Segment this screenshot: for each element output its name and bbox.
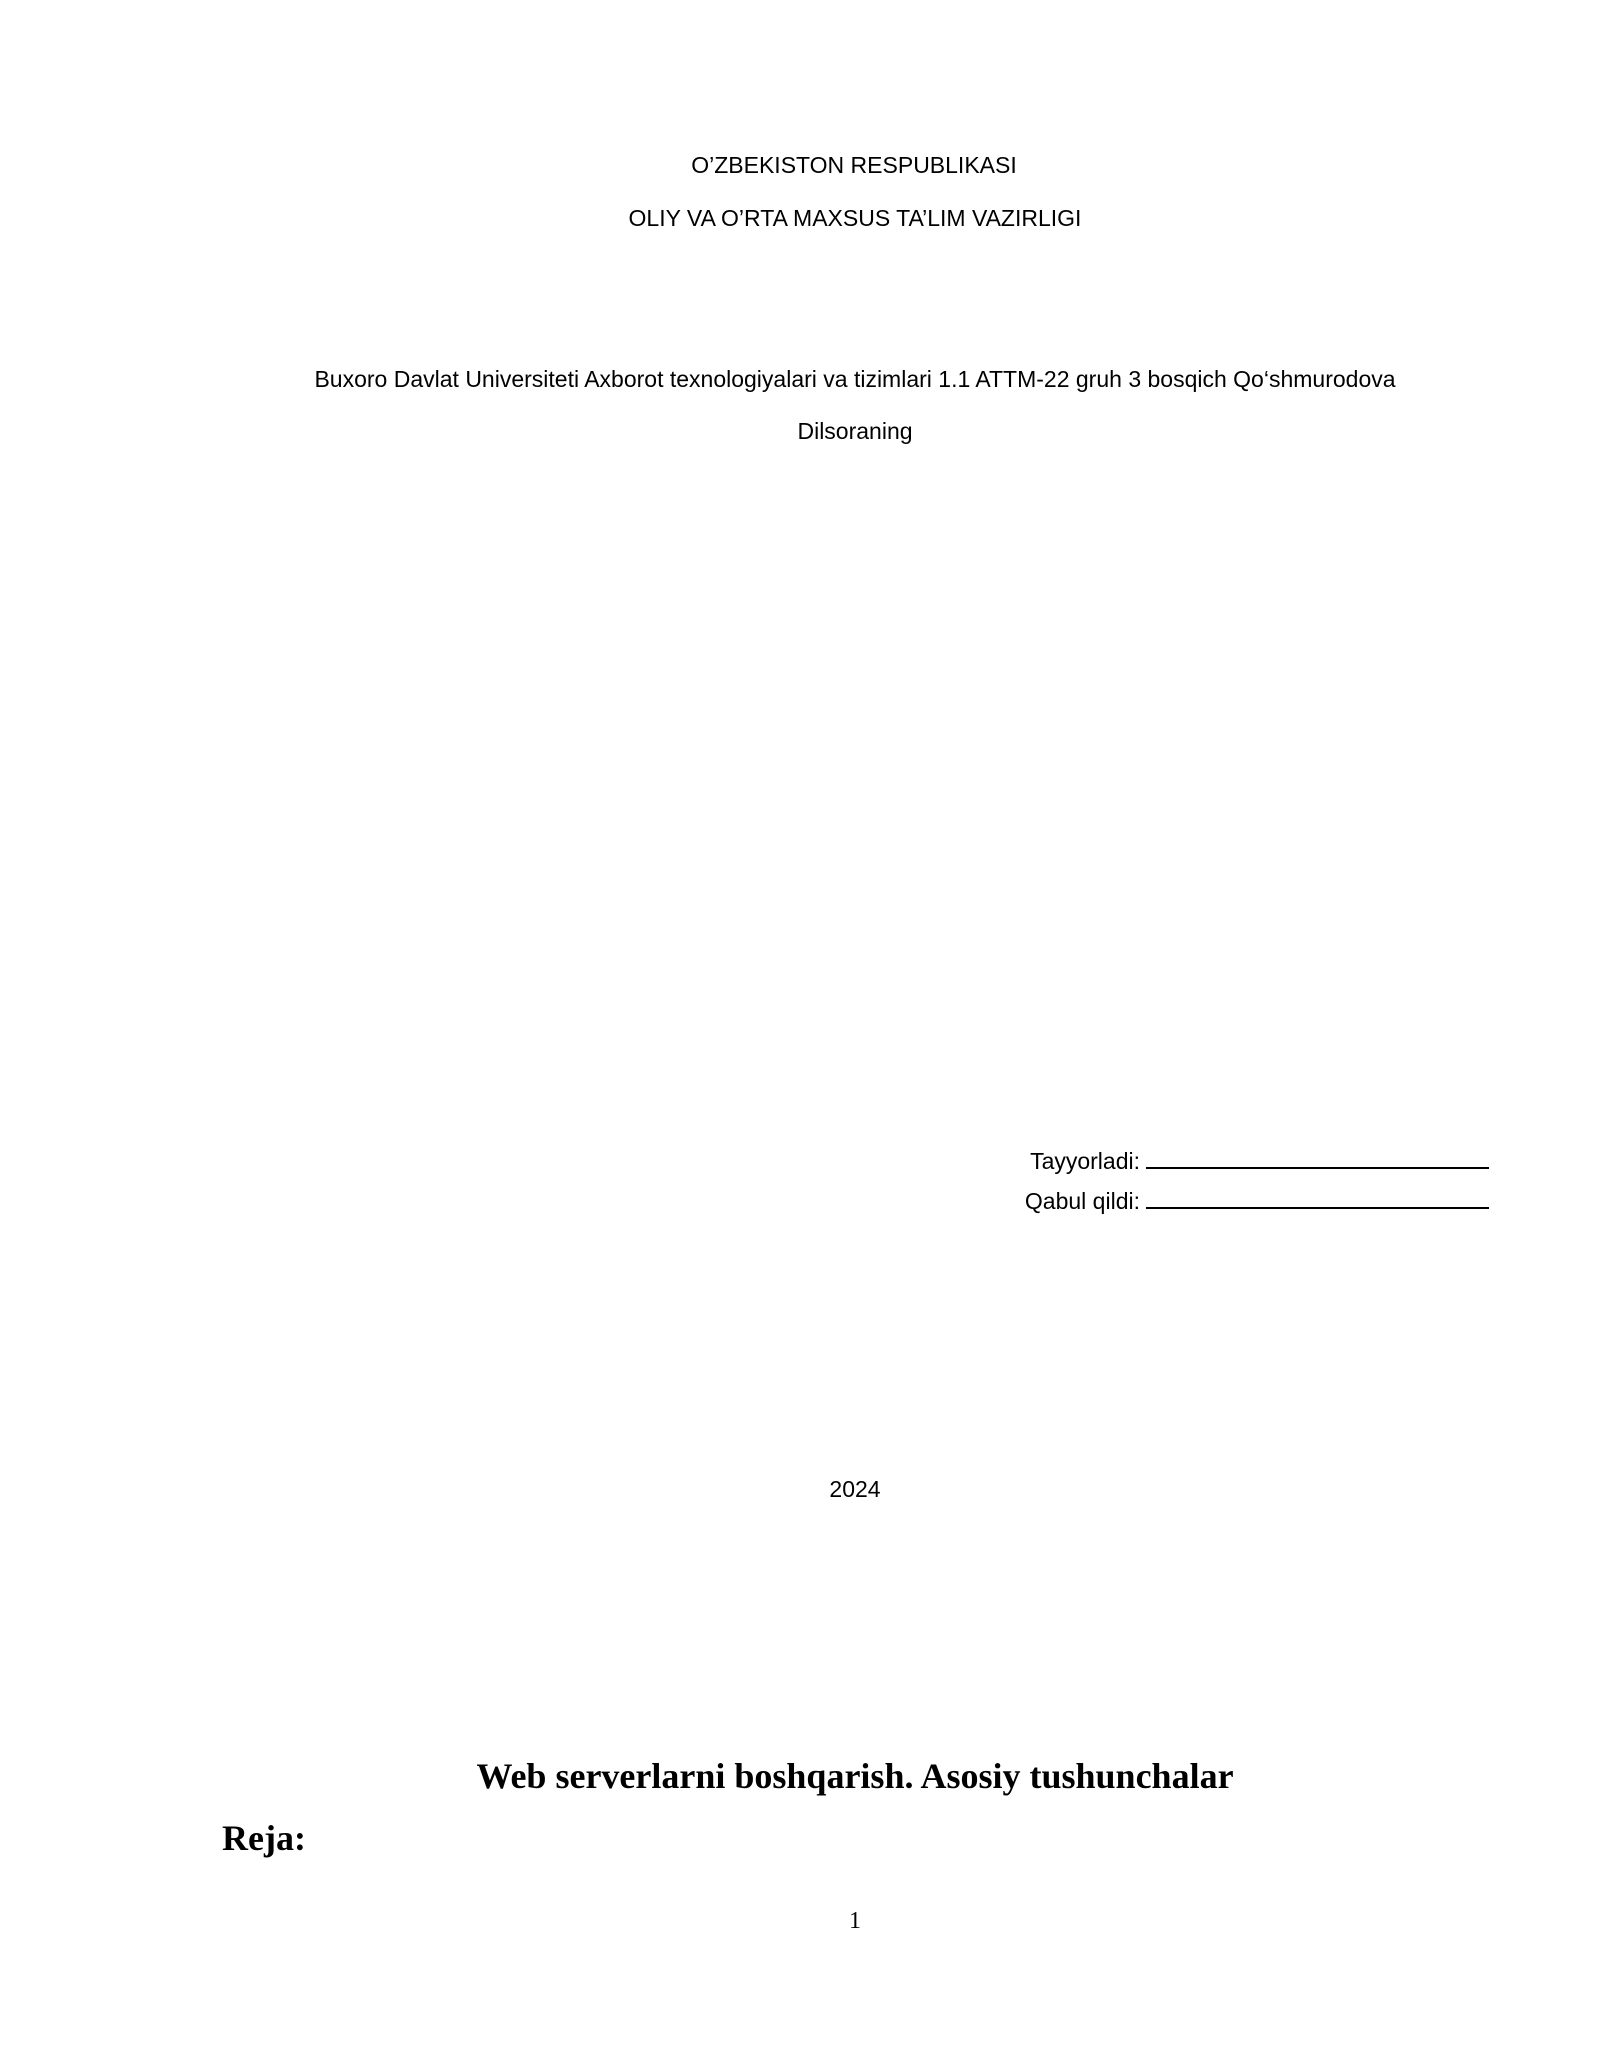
- author-info-line-1: Buxoro Davlat Universiteti Axborot texnologiyalari va tizimlari 1.1 ATTM-22 gruh 3 bosqich Qo‘shmurodova: [314, 366, 1396, 392]
- prepared-by-label: Tayyorladi:: [1030, 1148, 1140, 1174]
- plan-heading: Reja:: [222, 1818, 306, 1858]
- document-title: Web serverlarni boshqarish. Asosiy tushunchalar: [476, 1756, 1234, 1796]
- accepted-by-label: Qabul qildi:: [1024, 1188, 1140, 1214]
- author-info-line-2: Dilsoraning: [797, 418, 913, 444]
- accepted-by-blank-line: [1146, 1185, 1489, 1209]
- signature-block: [900, 1141, 1489, 1221]
- prepared-by-blank-line: [1146, 1145, 1489, 1169]
- page-number: 1: [849, 1908, 861, 1934]
- year: 2024: [829, 1476, 881, 1502]
- signature-row-accepted: [900, 1181, 1489, 1221]
- ministry-line-1: O’ZBEKISTON RESPUBLIKASI: [691, 152, 1017, 178]
- signature-row-prepared: [900, 1141, 1489, 1181]
- ministry-line-2: OLIY VA O’RTA MAXSUS TA’LIM VAZIRLIGI: [628, 205, 1082, 231]
